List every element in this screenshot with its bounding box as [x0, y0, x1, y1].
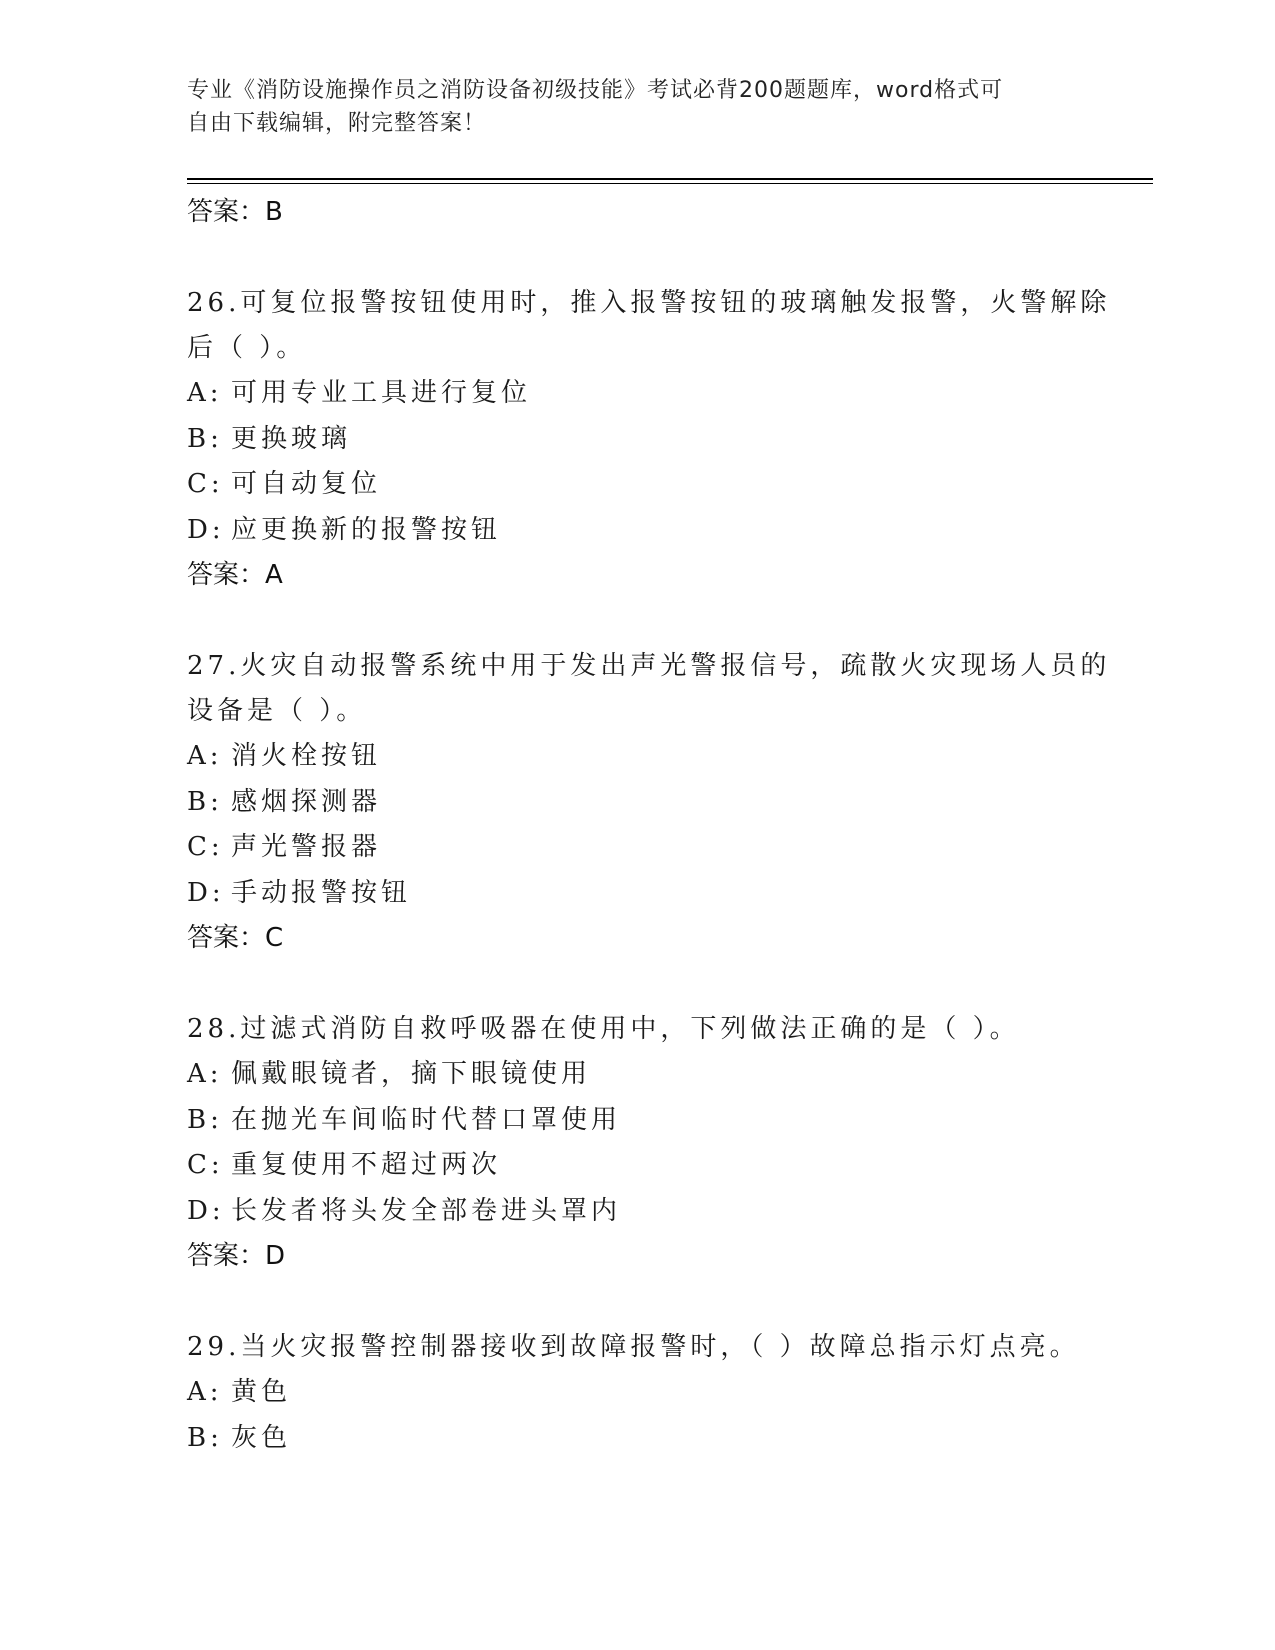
option-text: 重复使用不超过两次	[231, 1150, 502, 1180]
option-text: 手动报警按钮	[231, 877, 412, 908]
answer-line: 答案：C	[187, 923, 284, 953]
document-body	[187, 190, 1137, 1461]
option-d	[187, 508, 1137, 554]
option-c	[187, 1143, 1137, 1189]
option-text: 可自动复位	[231, 469, 382, 499]
question-stem-continued: 设备是（ ）。	[187, 696, 367, 726]
option-d	[187, 871, 1137, 917]
option-c	[187, 825, 1137, 871]
option-text: 更换玻璃	[231, 423, 352, 454]
option-a	[187, 1370, 1137, 1416]
option-a	[187, 734, 1137, 780]
option-text: 灰色	[231, 1422, 292, 1453]
option-text: 可用专业工具进行复位	[231, 378, 532, 408]
option-text: 声光警报器	[231, 832, 382, 862]
question-stem: 27.火灾自动报警系统中用于发出声光警报信号，疏散火灾现场人员的	[187, 651, 1111, 681]
option-key: C:	[187, 832, 224, 862]
answer-line: 答案：D	[187, 1241, 286, 1271]
question-stem: 29.当火灾报警控制器接收到故障报警时，（ ）故障总指示灯点亮。	[187, 1332, 1080, 1362]
option-key: C:	[187, 1150, 224, 1180]
question-28	[187, 1007, 1137, 1278]
question-stem-continued: 后（ ）。	[187, 333, 307, 363]
answer-line: 答案：A	[187, 560, 283, 590]
answer-line: 答案：B	[187, 197, 283, 227]
option-b	[187, 417, 1137, 463]
option-key: B:	[187, 423, 223, 454]
document-header	[187, 74, 1087, 140]
option-text: 消火栓按钮	[231, 741, 382, 771]
option-text: 在抛光车间临时代替口罩使用	[231, 1104, 622, 1135]
option-key: D:	[187, 1195, 225, 1226]
option-key: B:	[187, 1104, 223, 1135]
option-c	[187, 462, 1137, 508]
option-text: 黄色	[231, 1377, 292, 1407]
option-key: A:	[187, 378, 223, 408]
option-b	[187, 780, 1137, 826]
option-key: B:	[187, 1422, 223, 1453]
option-text: 佩戴眼镜者，摘下眼镜使用	[231, 1059, 592, 1089]
option-b	[187, 1098, 1137, 1144]
question-29	[187, 1325, 1137, 1461]
option-b	[187, 1416, 1137, 1462]
option-a	[187, 371, 1137, 417]
header-line-2: 自由下载编辑，附完整答案！	[187, 111, 487, 136]
option-key: A:	[187, 1377, 223, 1407]
option-key: A:	[187, 1059, 223, 1089]
option-text: 长发者将头发全部卷进头罩内	[231, 1195, 622, 1226]
question-stem: 28.过滤式消防自救呼吸器在使用中，下列做法正确的是（ ）。	[187, 1014, 1020, 1044]
header-divider-thin	[187, 183, 1153, 184]
option-key: D:	[187, 877, 225, 908]
option-key: A:	[187, 741, 223, 771]
option-key: C:	[187, 469, 224, 499]
option-key: D:	[187, 514, 225, 545]
question-27	[187, 644, 1137, 960]
question-stem: 26.可复位报警按钮使用时，推入报警按钮的玻璃触发报警，火警解除	[187, 288, 1111, 318]
option-key: B:	[187, 786, 223, 817]
option-text: 感烟探测器	[231, 786, 382, 817]
question-26	[187, 281, 1137, 597]
option-text: 应更换新的报警按钮	[231, 514, 502, 545]
header-line-1: 专业《消防设施操作员之消防设备初级技能》考试必背200题题库，word格式可	[187, 78, 1004, 103]
option-d	[187, 1189, 1137, 1235]
header-divider-thick	[187, 178, 1153, 180]
option-a	[187, 1052, 1137, 1098]
